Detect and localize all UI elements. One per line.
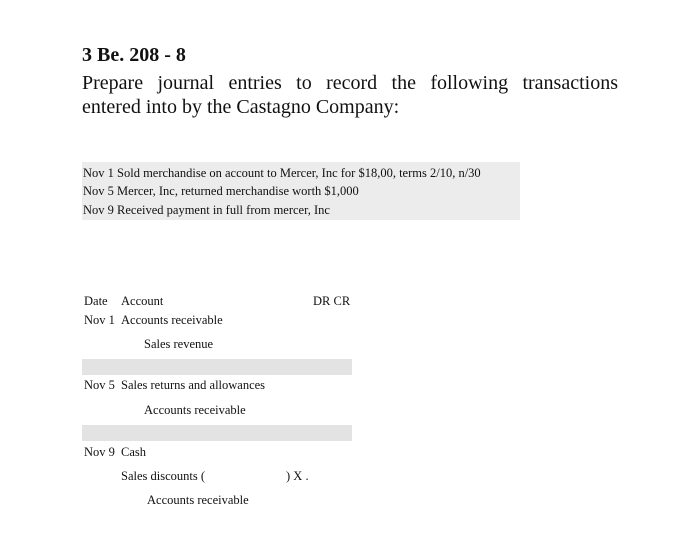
transactions-box [82,162,520,220]
answer-band-1 [82,359,352,375]
transaction-nov-1: Nov 1 Sold merchandise on account to Mercer, Inc for $18,00, terms 2/10, n/30 [83,166,481,180]
journal-header-account: Account [121,294,164,308]
problem-title: 3 Be. 208 - 8 [82,44,186,66]
entry-2-credit-account: Accounts receivable [144,403,246,417]
entry-3-date: Nov 9 [84,445,115,459]
entry-3-sub-account: Sales discounts ( [121,469,206,483]
instructions-line-2: entered into by the Castagno Company: [82,96,400,118]
answer-band-2 [82,425,352,441]
problem-instructions [82,71,618,119]
entry-1-date: Nov 1 [84,313,115,327]
instructions-line-1: Prepare journal entries to record the following transactions [82,72,618,94]
journal-header-date: Date [84,294,108,308]
journal-header-drcr: DR CR [313,294,351,308]
transaction-nov-9: Nov 9 Received payment in full from mercer, Inc [83,203,330,217]
entry-2-date: Nov 5 [84,378,115,392]
transaction-nov-5: Nov 5 Mercer, Inc, returned merchandise worth $1,000 [83,184,359,198]
entry-3-sub-mark: ) X . [286,469,309,483]
entry-2-debit-account: Sales returns and allowances [121,378,266,392]
entry-3-debit-account: Cash [121,445,146,459]
entry-1-debit-account: Accounts receivable [121,313,223,327]
entry-3-credit-account: Accounts receivable [147,493,249,507]
entry-1-credit-account: Sales revenue [144,337,214,351]
